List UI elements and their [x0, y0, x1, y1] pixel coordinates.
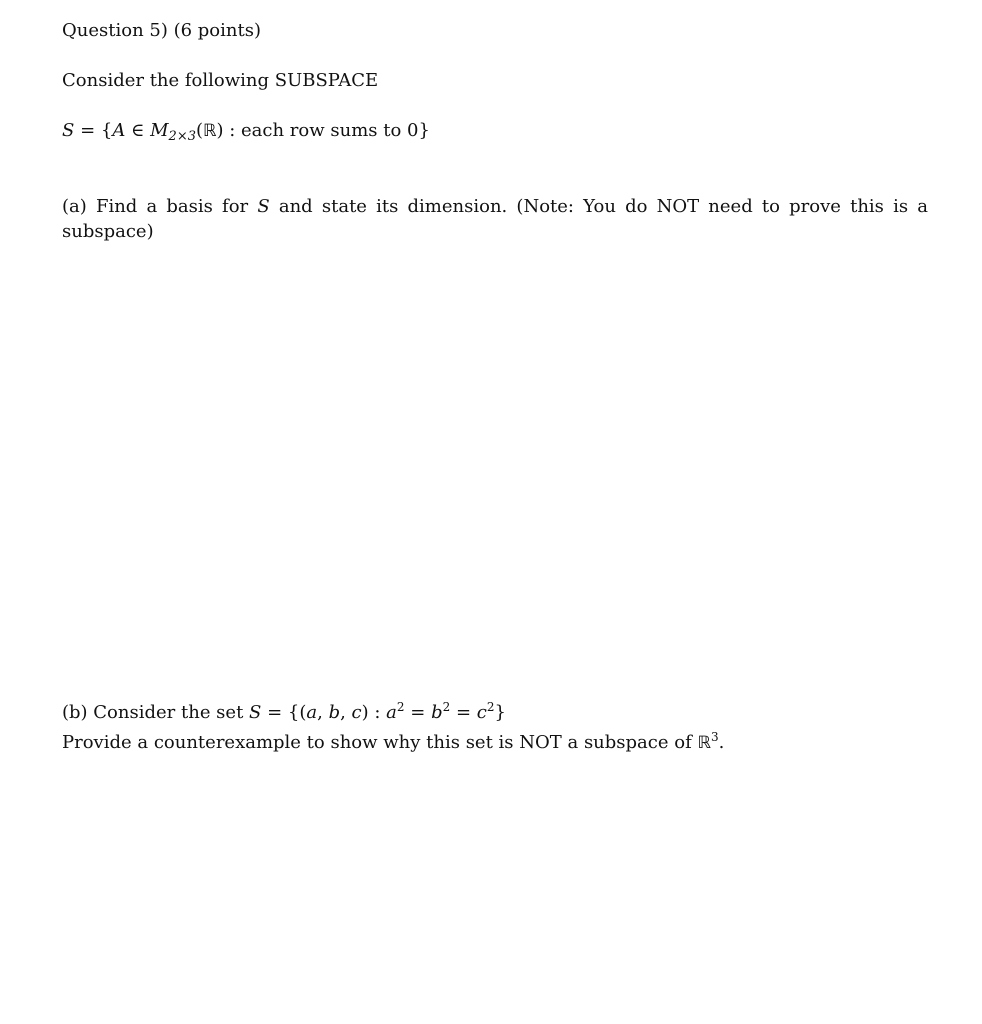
part-b-equals: = {( [261, 702, 307, 723]
part-a-line-1 [62, 194, 928, 219]
exponent: 2 [442, 700, 451, 714]
var-c-squared: c [476, 702, 487, 723]
element-of-symbol: ∈ [125, 120, 151, 141]
part-b-line-1 [62, 695, 724, 725]
var-a: a [306, 702, 318, 723]
var-c: c [351, 702, 362, 723]
equals: = [404, 702, 432, 723]
set-definition [62, 119, 430, 149]
part-a-text-start: (a) Find a basis for [62, 196, 258, 217]
part-b-text-start: (b) Consider the set [62, 702, 250, 723]
such-that: ) : [361, 702, 387, 723]
real-field-symbol: ℝ [203, 121, 217, 141]
open-paren: ( [195, 120, 204, 141]
part-a-set-symbol: S [257, 196, 270, 217]
question-heading: Question 5) (6 points) [62, 20, 261, 41]
part-a-prompt [62, 194, 928, 244]
var-b-squared: b [431, 702, 443, 723]
part-a-text-end: and state its dimension. (Note: You do NOT need to prove this is a [269, 196, 928, 217]
real-space-exponent: 3 [710, 730, 719, 744]
equals: = [450, 702, 477, 723]
var-b: b [328, 702, 341, 723]
matrix-space-size: 2×3 [168, 129, 196, 144]
close-brace: } [494, 702, 506, 723]
part-b-prompt [62, 695, 724, 756]
part-b-set-symbol: S [249, 702, 262, 723]
part-a-line-2: subspace) [62, 221, 154, 242]
set-condition: : each row sums to 0} [223, 120, 430, 141]
period: . [718, 732, 725, 753]
question-intro: Consider the following SUBSPACE [62, 70, 379, 91]
set-equals-brace: = { [74, 120, 113, 141]
matrix-space-symbol: M [150, 120, 169, 141]
exponent: 2 [486, 700, 495, 714]
part-b-instruction: Provide a counterexample to show why this set is NOT a subspace of [62, 732, 698, 753]
part-a-answer-space[interactable] [62, 250, 928, 680]
matrix-variable: A [112, 120, 126, 141]
comma: , [340, 702, 352, 723]
close-paren: ) [216, 120, 224, 141]
part-b-answer-space[interactable] [62, 752, 928, 1012]
var-a-squared: a [386, 702, 397, 723]
exponent: 2 [396, 700, 405, 714]
comma: , [317, 702, 329, 723]
set-symbol: S [62, 120, 75, 141]
real-space-symbol: ℝ [697, 733, 711, 753]
